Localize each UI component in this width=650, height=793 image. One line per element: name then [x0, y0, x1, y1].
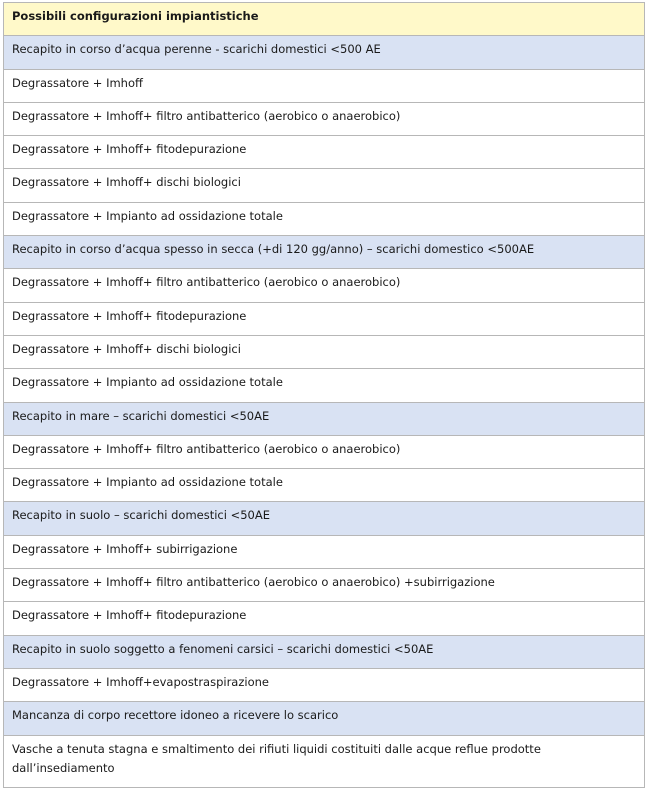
option-cell: Degrassatore + Imhoff+ filtro antibatterico (aerobico o anaerobico): [4, 102, 645, 135]
option-row: [4, 169, 645, 202]
option-cell: Degrassatore + Impianto ad ossidazione totale: [4, 469, 645, 502]
section-cell: Recapito in corso d’acqua spesso in secca (+di 120 gg/anno) – scarichi domestico <500AE: [4, 236, 645, 269]
table-header-cell: Possibili configurazioni impiantistiche: [4, 3, 645, 36]
section-row: [4, 36, 645, 69]
configurations-table-container: [3, 2, 645, 788]
option-cell: Degrassatore + Imhoff+ filtro antibatterico (aerobico o anaerobico): [4, 435, 645, 468]
option-cell: Degrassatore + Imhoff+ filtro antibatterico (aerobico o anaerobico): [4, 269, 645, 302]
option-cell: Degrassatore + Imhoff+evapostraspirazione: [4, 668, 645, 701]
section-row: [4, 702, 645, 735]
option-cell: Degrassatore + Impianto ad ossidazione totale: [4, 369, 645, 402]
section-row: [4, 402, 645, 435]
option-row: [4, 735, 645, 787]
section-cell: Mancanza di corpo recettore idoneo a ricevere lo scarico: [4, 702, 645, 735]
option-row: [4, 102, 645, 135]
option-row: [4, 535, 645, 568]
option-cell: Degrassatore + Imhoff+ filtro antibatterico (aerobico o anaerobico) +subirrigazione: [4, 569, 645, 602]
section-row: [4, 236, 645, 269]
option-row: [4, 69, 645, 102]
option-row: [4, 269, 645, 302]
section-cell: Recapito in suolo – scarichi domestici <50AE: [4, 502, 645, 535]
option-row: [4, 302, 645, 335]
option-cell: Degrassatore + Imhoff+ fitodepurazione: [4, 136, 645, 169]
option-cell: Degrassatore + Imhoff+ fitodepurazione: [4, 302, 645, 335]
option-cell: Degrassatore + Imhoff+ fitodepurazione: [4, 602, 645, 635]
section-cell: Recapito in corso d’acqua perenne - scarichi domestici <500 AE: [4, 36, 645, 69]
option-row: [4, 569, 645, 602]
option-cell: Degrassatore + Impianto ad ossidazione totale: [4, 202, 645, 235]
section-cell: Recapito in suolo soggetto a fenomeni carsici – scarichi domestici <50AE: [4, 635, 645, 668]
option-row: [4, 335, 645, 368]
option-row: [4, 602, 645, 635]
configurations-table: [3, 2, 645, 788]
option-cell: Degrassatore + Imhoff+ dischi biologici: [4, 169, 645, 202]
section-cell: Recapito in mare – scarichi domestici <50AE: [4, 402, 645, 435]
table-header-row: [4, 3, 645, 36]
option-row: [4, 435, 645, 468]
option-cell: Degrassatore + Imhoff: [4, 69, 645, 102]
option-row: [4, 202, 645, 235]
section-row: [4, 502, 645, 535]
option-row: [4, 469, 645, 502]
option-cell: Degrassatore + Imhoff+ subirrigazione: [4, 535, 645, 568]
option-row: [4, 369, 645, 402]
option-row: [4, 668, 645, 701]
option-row: [4, 136, 645, 169]
section-row: [4, 635, 645, 668]
option-cell: Degrassatore + Imhoff+ dischi biologici: [4, 335, 645, 368]
option-cell: Vasche a tenuta stagna e smaltimento dei rifiuti liquidi costituiti dalle acque reflue prodotte dall’insediamento: [4, 735, 645, 787]
